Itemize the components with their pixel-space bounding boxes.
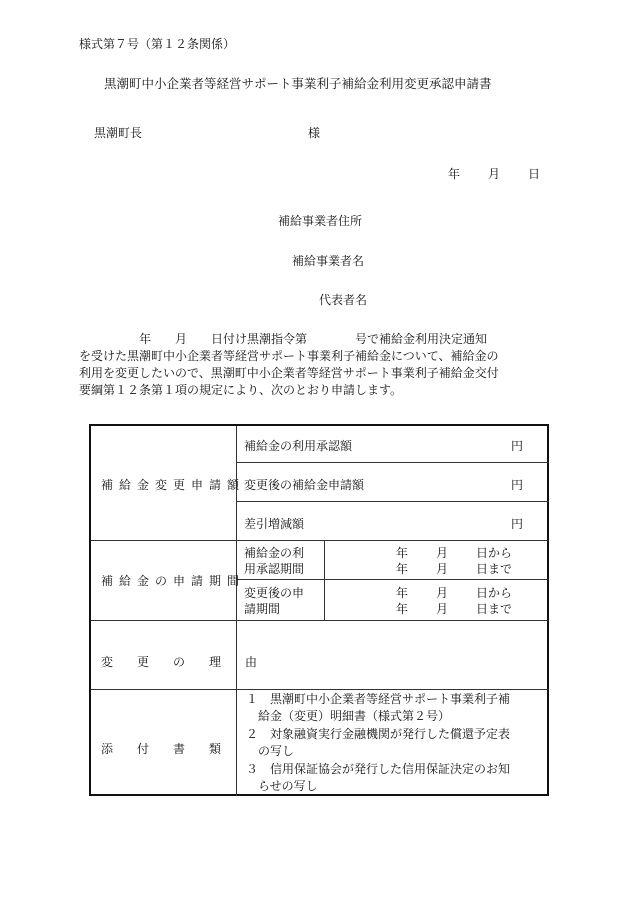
attachment-item-2-line1: ２ 対象融資実行金融機関が発行した償還予定表 [246, 727, 511, 741]
yen-unit: 円 [511, 478, 524, 492]
table-row-divider [236, 462, 549, 463]
approved-amount-label: 補給金の利用承認額 [244, 439, 353, 453]
revised-period-label-line1: 変更後の申 [244, 586, 305, 600]
table-divider-vertical [324, 540, 325, 620]
attachment-item-1-line1: １ 黒潮町中小企業者等経営サポート事業利子補 [246, 692, 511, 706]
representative-label: 代表者名 [319, 293, 368, 307]
approved-period-label-line1: 補給金の利 [244, 546, 305, 560]
reason-field[interactable] [237, 621, 549, 689]
attachment-item-3-line2: らせの写し [246, 779, 318, 793]
attachment-item-1-line2: 給金（変更）明細書（様式第２号） [246, 709, 451, 723]
period-from-label: 日から [476, 546, 513, 560]
date-day-label: 日 [528, 167, 541, 181]
reason-label: 変 更 の 理 由 [101, 655, 264, 669]
attachment-item-2-line2: の写し [246, 744, 295, 758]
yen-unit: 円 [511, 517, 524, 531]
table-row-divider [91, 540, 549, 541]
honorific: 様 [308, 126, 321, 140]
attachment-item-3-line1: ３ 信用保証協会が発行した信用保証決定のお知 [246, 762, 511, 776]
period-to-label: 日まで [476, 602, 513, 616]
period-month-label: 月 [436, 602, 449, 616]
form-number: 様式第７号（第１２条関係） [79, 37, 236, 51]
period-year-label: 年 [396, 586, 409, 600]
period-month-label: 月 [436, 546, 449, 560]
application-table [89, 424, 549, 796]
date-year-label: 年 [448, 167, 461, 181]
period-to-label: 日まで [476, 562, 513, 576]
date-month-label: 月 [488, 167, 501, 181]
table-row-divider [236, 579, 549, 580]
application-paragraph: 年 月 日付け黒潮指令第 号で補給金利用決定通知 を受けた黒潮町中小企業者等経営サポート事業利子補給金について、補給金の 利用を変更したいので、黒潮町中小企業者等経営サポート事業利子補給金交付 要綱第１２条第１項の規定により、次のとおり申請します。 [79, 332, 499, 397]
period-label: 補給金の申請期間 [101, 574, 246, 588]
revised-amount-label: 変更後の補給金申請額 [244, 478, 365, 492]
document-title: 黒潮町中小企業者等経営サポート事業利子補給金利用変更承認申請書 [104, 76, 492, 91]
difference-label: 差引増減額 [244, 517, 305, 531]
applicant-address-label: 補給事業者住所 [278, 214, 363, 228]
applicant-name-label: 補給事業者名 [292, 254, 365, 268]
attachments-label: 添 付 書 類 [101, 742, 222, 756]
table-row-divider [236, 501, 549, 502]
period-year-label: 年 [396, 562, 409, 576]
approved-period-label-line2: 用承認期間 [244, 562, 305, 576]
yen-unit: 円 [511, 439, 524, 453]
addressee: 黒潮町長 [94, 126, 143, 140]
period-month-label: 月 [436, 562, 449, 576]
period-year-label: 年 [396, 602, 409, 616]
period-year-label: 年 [396, 546, 409, 560]
change-request-label: 補給金変更申請額 [101, 478, 246, 492]
period-from-label: 日から [476, 586, 513, 600]
period-month-label: 月 [436, 586, 449, 600]
revised-period-label-line2: 請期間 [244, 602, 281, 616]
table-row-divider [91, 689, 549, 690]
